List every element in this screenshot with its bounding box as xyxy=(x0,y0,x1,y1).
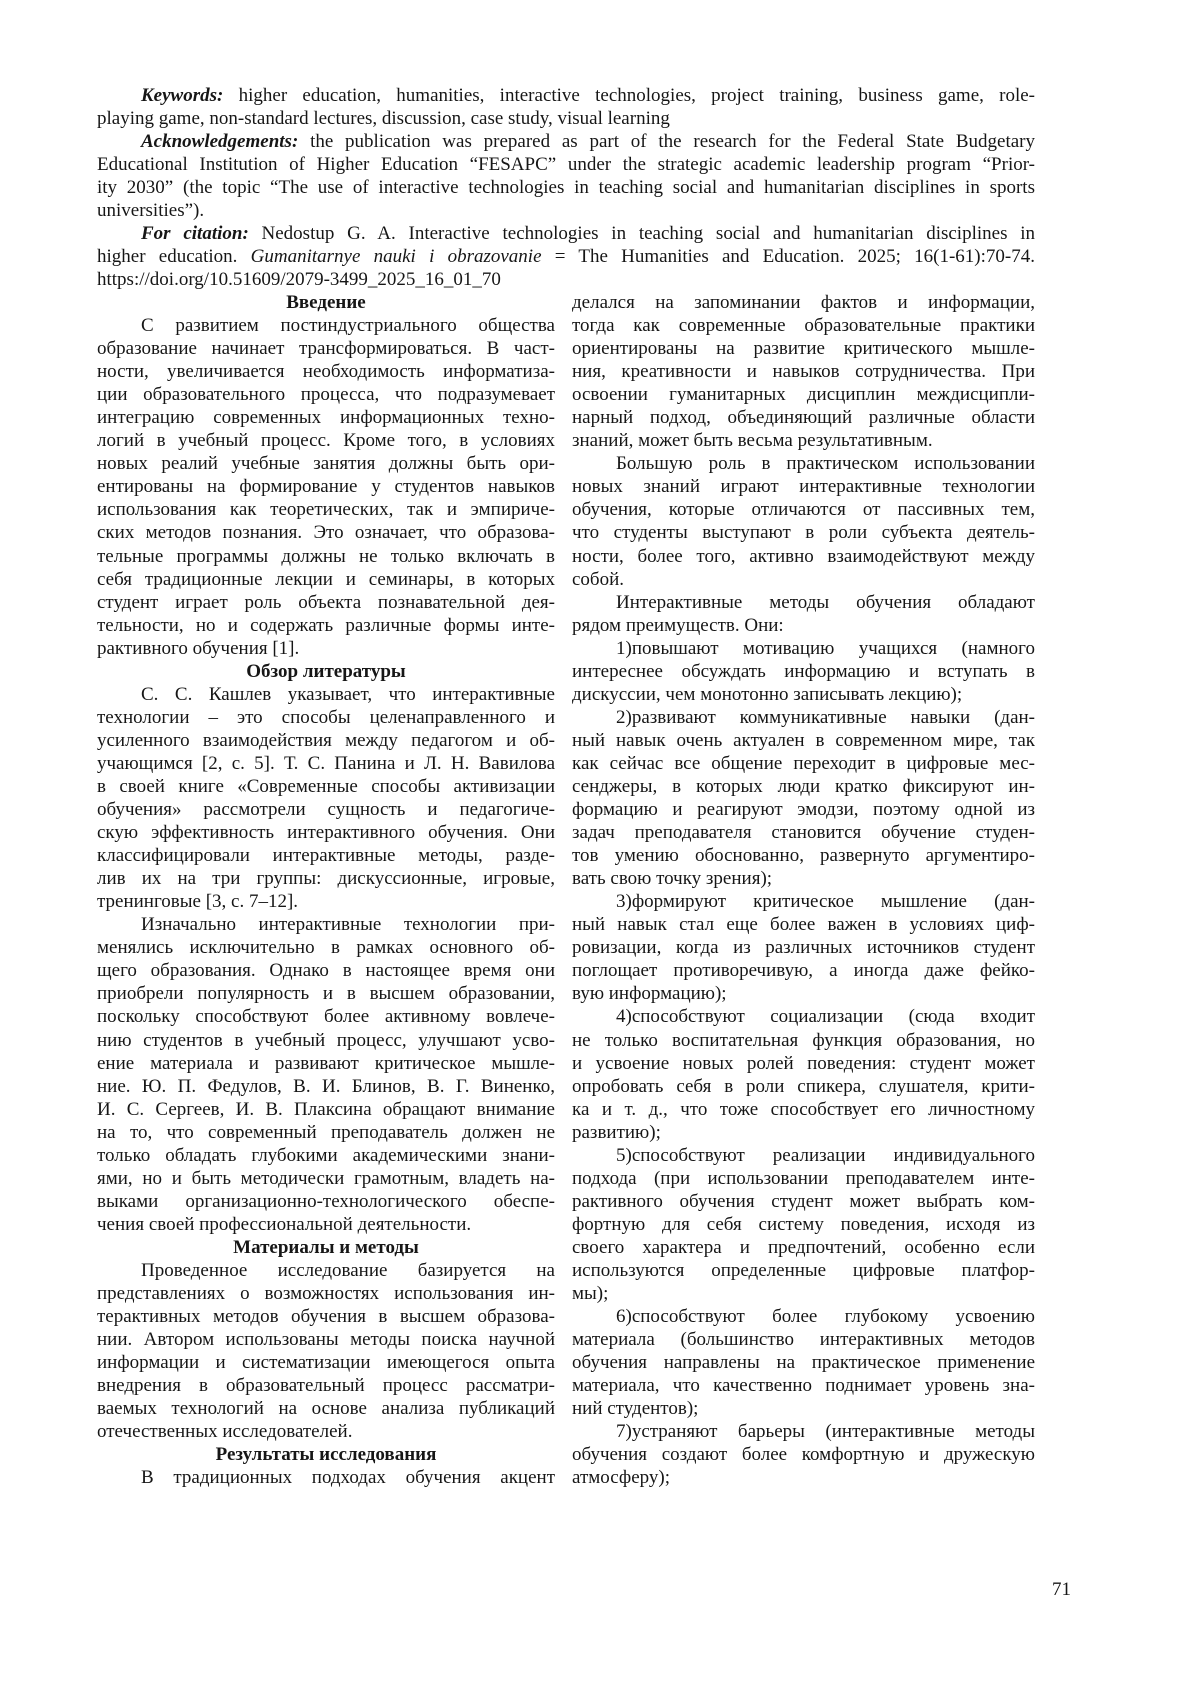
advantage-item-line: поглощает противоречивую, а иногда даже фейко- xyxy=(572,960,1035,982)
results-line: знаний, может быть весьма результативным. xyxy=(572,430,933,452)
advantage-item-line: вать свою точку зрения); xyxy=(572,868,773,890)
literature-line: в своей книге «Современные способы активизации xyxy=(97,775,555,797)
methods-line: внедрения в образовательный процесс рассматри- xyxy=(97,1375,555,1397)
introduction-line: образование начинает трансформироваться. В част- xyxy=(97,338,555,360)
advantage-item-line: ный навык стал еще более важен в условиях циф- xyxy=(572,914,1035,936)
introduction-line: ности, увеличивается необходимость информатиза- xyxy=(97,361,555,383)
advantage-item-line: и усвоение новых ролей поведения: студент может xyxy=(572,1052,1035,1074)
citation-text: = The Humanities and Education. 2025; 16(1-61):70-74. xyxy=(554,246,1035,268)
methods-line: Проведенное исследование базируется на xyxy=(141,1259,555,1281)
introduction-line: ции образовательного процесса, что подразумевает xyxy=(97,384,555,406)
advantage-item-line: подхода (при использовании преподавателем инте- xyxy=(572,1167,1035,1189)
acknowledgements-line: Educational Institution of Higher Education “FESAPC” under the strategic academic leadership program “Prior- xyxy=(97,154,1035,176)
literature-line: нию студентов в учебный процесс, улучшают усво- xyxy=(97,1029,555,1051)
results-line: ния, креативности и навыков сотрудничества. При xyxy=(572,361,1035,383)
introduction-line: рактивного обучения [1]. xyxy=(97,637,300,659)
literature-line: ние. Ю. П. Федулов, В. И. Блинов, В. Г. Виненко, xyxy=(97,1075,555,1097)
citation-text: higher education. xyxy=(97,246,238,268)
methods-line: представлениях о возможностях использования ин- xyxy=(97,1283,555,1305)
advantage-item-line: ка и т. д., что тоже способствует его личностному xyxy=(572,1098,1035,1120)
literature-line: тренинговые [3, с. 7–12]. xyxy=(97,891,299,913)
methods-line: информации и систематизации имеющегося опыта xyxy=(97,1352,555,1374)
advantage-item-line: обучения направлены на практическое применение xyxy=(572,1352,1035,1374)
acknowledgements-label: Acknowledgements: xyxy=(141,131,299,153)
literature-line: только обладать глубокими академическими знани- xyxy=(97,1144,555,1166)
results-line: нарный подход, объединяющий различные области xyxy=(572,407,1035,429)
acknowledgements-line: ity 2030” (the topic “The use of interactive technologies in teaching social and humanitarian disciplines in sports xyxy=(97,177,1035,199)
literature-line: щего образования. Однако в настоящее время они xyxy=(97,960,555,982)
acknowledgements-text: the publication was prepared as part of the research for the Federal State Budgetary xyxy=(310,131,1036,153)
advantage-item-line: своего характера и предпочтений, особенно если xyxy=(572,1236,1035,1258)
literature-line: усиленного взаимодействия между педагогом и об- xyxy=(97,729,555,751)
advantage-item-line: 2)развивают коммуникативные навыки (дан- xyxy=(616,706,1035,728)
advantage-item-line: интереснее обсуждать информацию и вступать в xyxy=(572,660,1035,682)
introduction-line: себя традиционные лекции и семинары, в которых xyxy=(97,568,555,590)
methods-line: терактивных методов обучения в высшем образова- xyxy=(97,1306,555,1328)
literature-line: учающимся [2, с. 5]. Т. С. Панина и Л. Н. Вавилова xyxy=(97,752,555,774)
methods-line: ваемых технологий на основе анализа публикаций xyxy=(97,1398,555,1420)
acknowledgements-line xyxy=(97,130,1035,153)
methods-line: нии. Автором использованы методы поиска научной xyxy=(97,1329,555,1351)
advantage-item-line: материала (большинство интерактивных методов xyxy=(572,1329,1035,1351)
advantage-item-line: материала, что качественно поднимает уровень зна- xyxy=(572,1375,1035,1397)
results-line: освоении гуманитарных дисциплин междисципли- xyxy=(572,384,1035,406)
advantage-item-line: вую информацию); xyxy=(572,983,727,1005)
citation-line xyxy=(97,245,1035,268)
literature-line: поскольку способствуют более активному вовлече- xyxy=(97,1006,555,1028)
advantage-item-line: атмосферу); xyxy=(572,1467,671,1489)
results-line: делался на запоминании фактов и информации, xyxy=(572,292,1035,313)
advantage-item-line: дискуссии, чем монотонно записывать лекцию); xyxy=(572,683,963,705)
doi-text: https://doi.org/10.51609/2079-3499_2025_16_01_70 xyxy=(97,269,501,291)
citation-label: For citation: xyxy=(141,223,249,245)
advantage-item-line: 3)формируют критическое мышление (дан- xyxy=(616,891,1035,913)
literature-line: С. С. Кашлев указывает, что интерактивные xyxy=(141,683,555,705)
advantage-item-line: опробовать себя в роли спикера, слушателя, крити- xyxy=(572,1075,1035,1097)
left-column xyxy=(97,291,555,1489)
advantage-item-line: как сейчас все общение переходит в цифровые мес- xyxy=(572,752,1035,774)
literature-line: скую эффективность интерактивного обучения. Они xyxy=(97,822,555,844)
literature-line: классифицировали интерактивные методы, разде- xyxy=(97,845,555,867)
page-number: 71 xyxy=(1052,1579,1071,1600)
section-heading-results: Результаты исследования xyxy=(215,1444,437,1466)
journal-title: Gumanitarnye nauki i obrazovanie xyxy=(250,246,542,268)
advantage-item-line: 5)способствуют реализации индивидуального xyxy=(616,1144,1035,1166)
introduction-line: студент играет роль объекта познавательной дея- xyxy=(97,591,555,613)
citation-line xyxy=(97,222,1035,245)
keywords-text: higher education, humanities, interactive technologies, project training, business game, role- xyxy=(238,85,1036,106)
keywords-label: Keywords: xyxy=(141,85,224,106)
advantage-item-line: фортную для себя систему поведения, исходя из xyxy=(572,1213,1035,1235)
advantage-item-line: мы); xyxy=(572,1283,609,1305)
methods-line: отечественных исследователей. xyxy=(97,1421,353,1443)
advantage-item-line: используются определенные цифровые платфор- xyxy=(572,1259,1035,1281)
literature-line: чения своей профессиональной деятельности. xyxy=(97,1213,472,1235)
advantage-item-line: 7)устраняют барьеры (интерактивные методы xyxy=(616,1421,1035,1443)
introduction-line: тельности, но и содержать различные формы инте- xyxy=(97,614,555,636)
section-heading-literature-review: Обзор литературы xyxy=(246,660,406,682)
results-line: новых знаний играют интерактивные технологии xyxy=(572,476,1035,498)
literature-line: лив их на три группы: дискуссионные, игровые, xyxy=(97,868,555,890)
keywords-line xyxy=(97,84,1035,107)
advantage-item-line: ровизации, когда из различных источников студент xyxy=(572,937,1035,959)
results-line: что студенты выступают в роли субъекта деятель- xyxy=(572,522,1035,544)
literature-line: ями, но и быть методически грамотным, владеть на- xyxy=(97,1167,555,1189)
results-line: рядом преимуществ. Они: xyxy=(572,614,784,636)
results-line: Большую роль в практическом использовании xyxy=(616,453,1035,475)
advantage-item-line: 6)способствуют более глубокому усвоению xyxy=(616,1306,1035,1328)
literature-line: И. С. Сергеев, И. В. Плаксина обращают внимание xyxy=(97,1098,555,1120)
literature-line: менялись исключительно в рамках основного об- xyxy=(97,937,555,959)
introduction-line: ских методов познания. Это означает, что образова- xyxy=(97,522,555,544)
advantage-item-line: не только воспитательная функция образования, но xyxy=(572,1029,1035,1051)
introduction-line: интеграцию современных информационных техно- xyxy=(97,407,555,429)
literature-line: приобрели популярность и в высшем образовании, xyxy=(97,983,555,1005)
literature-line: на то, что современный преподаватель должен не xyxy=(97,1121,555,1143)
advantage-item-line: формацию и реагируют эмодзи, поэтому одной из xyxy=(572,799,1035,821)
literature-line: выками организационно-технологического обеспе- xyxy=(97,1190,555,1212)
results-line: Интерактивные методы обучения обладают xyxy=(616,591,1035,613)
advantage-item-line: 4)способствуют социализации (сюда входит xyxy=(616,1006,1035,1028)
acknowledgements-line: universities”). xyxy=(97,200,205,222)
advantage-item-line: рактивного обучения студент может выбрать ком- xyxy=(572,1190,1035,1212)
advantage-item-line: 1)повышают мотивацию учащихся (намного xyxy=(616,637,1035,659)
introduction-line: использования как теоретических, так и эмпириче- xyxy=(97,499,555,521)
literature-line: технологии – это способы целенаправленного и xyxy=(97,706,555,728)
front-matter xyxy=(97,84,1035,291)
results-line: собой. xyxy=(572,568,625,590)
section-heading-materials-methods: Материалы и методы xyxy=(233,1236,419,1258)
advantage-item-line: ний студентов); xyxy=(572,1398,699,1420)
introduction-line: ентированы на формирование у студентов навыков xyxy=(97,476,555,498)
advantage-item-line: развитию); xyxy=(572,1121,661,1143)
results-line: обучения, которые отличаются от пассивных тем, xyxy=(572,499,1035,521)
advantage-item-line: сенджеры, в которых люди кратко фиксируют ин- xyxy=(572,775,1035,797)
results-line: В традиционных подходах обучения акцент xyxy=(141,1467,555,1489)
literature-line: обучения» рассмотрели сущность и педагогиче- xyxy=(97,799,555,821)
section-heading-introduction: Введение xyxy=(286,292,366,313)
literature-line: ение материала и развивают критическое мышле- xyxy=(97,1052,555,1074)
introduction-line: тельные программы должны не только включать в xyxy=(97,545,555,567)
citation-text: Nedostup G. A. Interactive technologies in teaching social and humanitarian disciplines in xyxy=(261,223,1035,245)
advantage-item-line: задач преподавателя становится обучение студен- xyxy=(572,822,1035,844)
advantage-item-line: ный навык очень актуален в современном мире, так xyxy=(572,729,1035,751)
results-line: ориентированы на развитие критического мышле- xyxy=(572,338,1035,360)
introduction-line: С развитием постиндустриального общества xyxy=(141,315,555,337)
literature-line: Изначально интерактивные технологии при- xyxy=(141,914,555,936)
results-line: тогда как современные образовательные практики xyxy=(572,315,1035,337)
keywords-line: playing game, non-standard lectures, discussion, case study, visual learning xyxy=(97,108,670,130)
advantage-item-line: обучения создают более комфортную и дружескую xyxy=(572,1444,1035,1466)
results-line: ности, более того, активно взаимодействуют между xyxy=(572,545,1035,567)
introduction-line: логий в учебный процесс. Кроме того, в условиях xyxy=(97,430,555,452)
introduction-line: новых реалий учебные занятия должны быть ори- xyxy=(97,453,555,475)
advantage-item-line: тов умению обоснованно, развернуто аргументиро- xyxy=(572,845,1035,867)
right-column xyxy=(572,291,1035,1489)
